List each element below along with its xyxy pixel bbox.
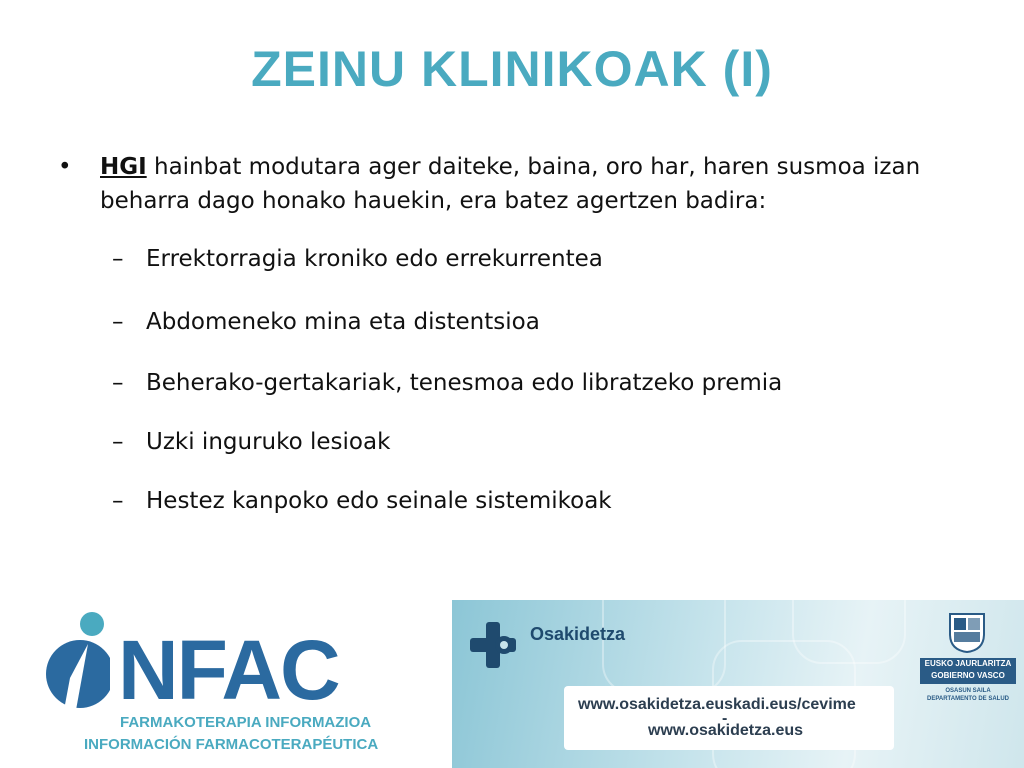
- osakidetza-link[interactable]: www.osakidetza.eus: [648, 722, 804, 739]
- osakidetza-name: Osakidetza: [530, 624, 626, 644]
- sub-item-text: Hestez kanpoko edo seinale sistemikoak: [146, 488, 612, 514]
- gov-dept-eu: OSASUN SAILA: [945, 688, 991, 694]
- sub-item-text: Abdomeneko mina eta distentsioa: [146, 309, 540, 335]
- bullet-marker: •: [58, 154, 72, 180]
- infac-i-logo-icon: [40, 610, 110, 720]
- sub-marker: –: [112, 309, 124, 335]
- gov-name-es: GOBIERNO VASCO: [931, 671, 1005, 680]
- gobierno-vasco-logo: [920, 608, 1016, 758]
- gobierno-vasco-crest-icon: [944, 608, 990, 654]
- sub-item-text: Uzki inguruko lesioak: [146, 429, 391, 455]
- slide-title: ZEINU KLINIKOAK (I): [251, 41, 773, 97]
- gov-name-box: [920, 658, 1016, 684]
- sub-marker: –: [112, 488, 124, 514]
- sub-item: [112, 309, 540, 335]
- sub-marker: –: [112, 429, 124, 455]
- infac-wordmark: NFAC: [118, 623, 339, 717]
- sub-item-text: Errektorragia kroniko edo errekurrentea: [146, 246, 603, 272]
- sub-item: [112, 488, 612, 514]
- gov-dept-es: DEPARTAMENTO DE SALUD: [926, 696, 1009, 702]
- infac-tagline-eu: FARMAKOTERAPIA INFORMAZIOA: [120, 714, 372, 731]
- cevime-link[interactable]: www.osakidetza.euskadi.eus/cevime: [578, 696, 856, 713]
- sub-item: [112, 370, 782, 396]
- url-separator: -: [722, 710, 728, 727]
- infac-logo: [40, 610, 380, 760]
- bullet-text: hainbat modutara ager daiteke, baina, oro har, haren susmoa izan beharra dago honako hauekin, era batez agertzen badira:: [100, 154, 921, 214]
- sub-item-text: Beherako-gertakariak, tenesmoa edo libratzeko premia: [146, 370, 783, 396]
- banner-decoration: [602, 600, 726, 694]
- bullet-keyword: HGI: [100, 154, 147, 180]
- infac-tagline-es: INFORMACIÓN FARMACOTERAPÉUTICA: [84, 736, 379, 753]
- sub-marker: –: [112, 246, 124, 272]
- main-bullet: [58, 150, 958, 218]
- sub-marker: –: [112, 370, 124, 396]
- osakidetza-banner: [452, 600, 1024, 768]
- sub-item: [112, 429, 390, 455]
- banner-decoration: [792, 600, 906, 664]
- sub-item: [112, 246, 603, 272]
- bullet-text-block: [100, 150, 958, 218]
- gov-name-eu: EUSKO JAURLARITZA: [924, 659, 1012, 668]
- osakidetza-cross-icon: [470, 622, 516, 668]
